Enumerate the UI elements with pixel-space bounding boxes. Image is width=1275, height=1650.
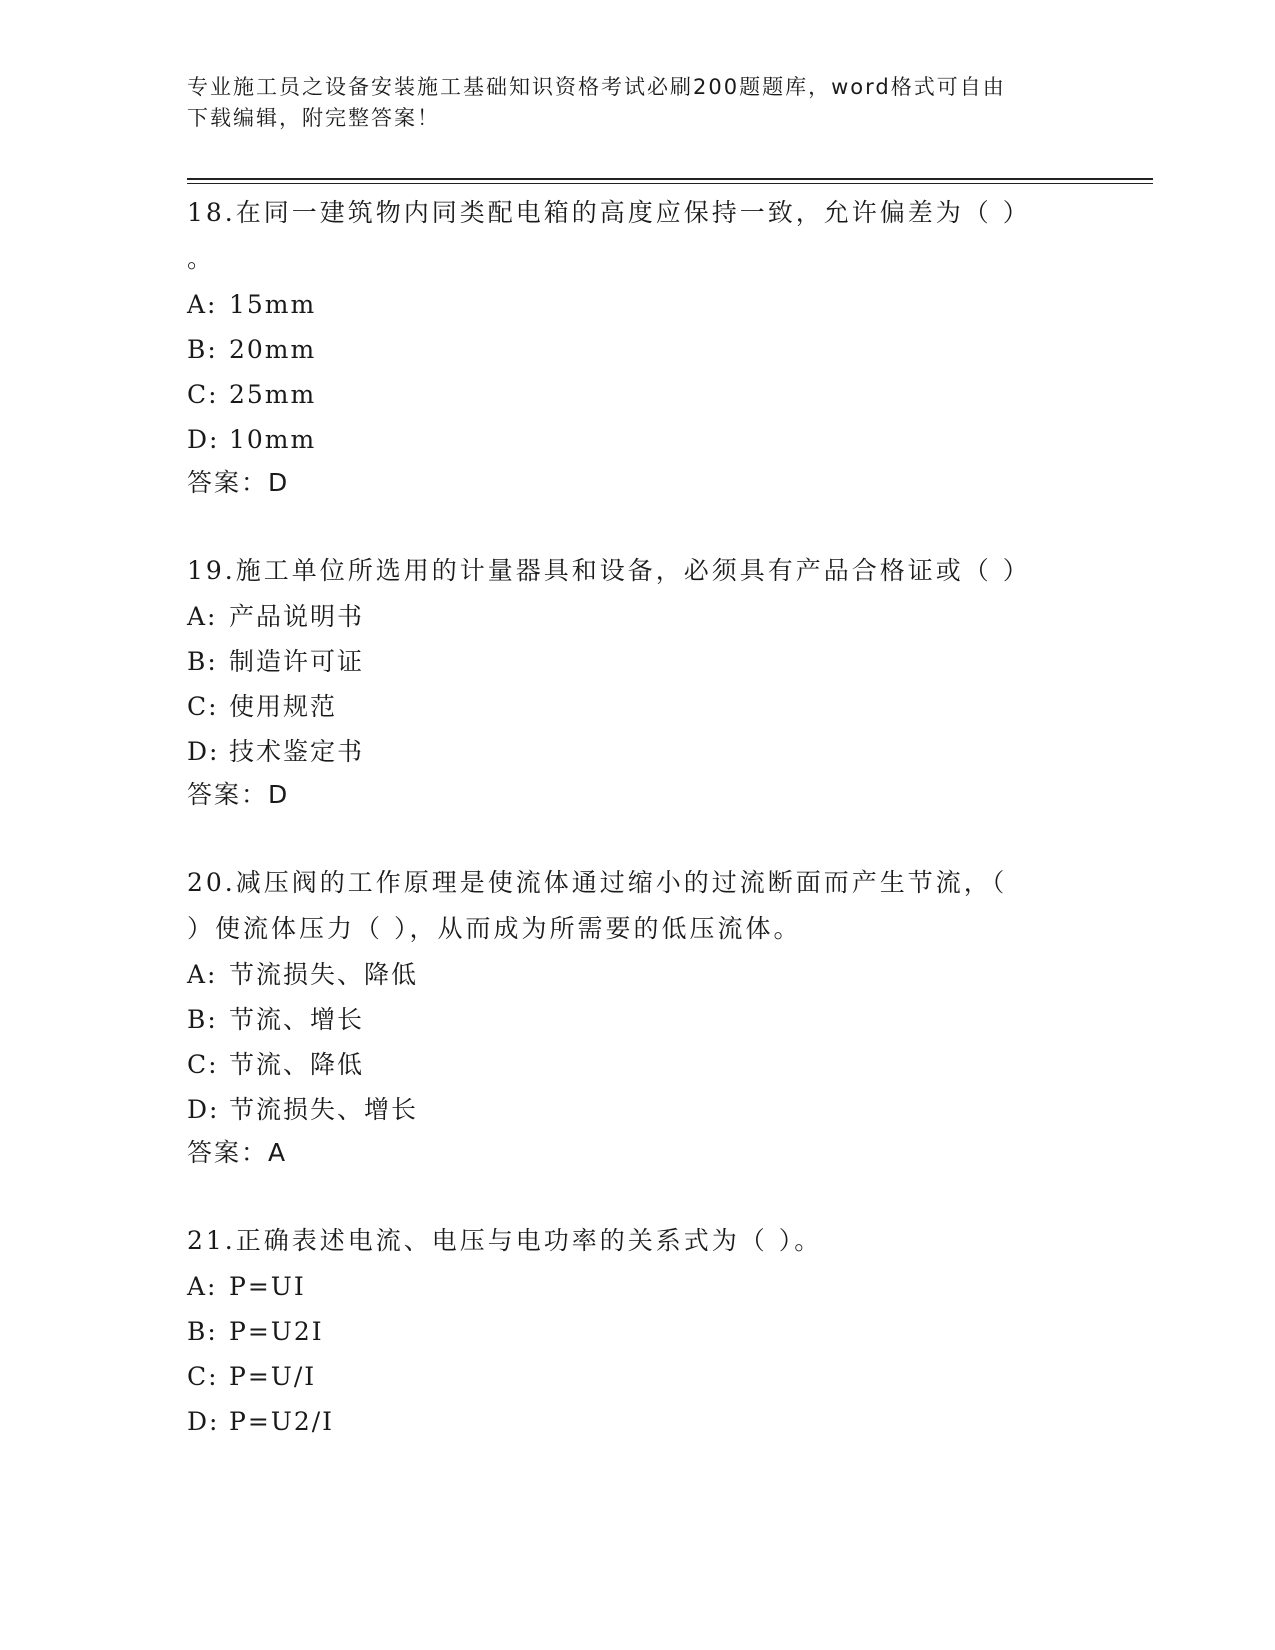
option-key: D: xyxy=(187,1407,220,1436)
header-line-2: 下载编辑，附完整答案！ xyxy=(187,106,440,130)
option-key: D: xyxy=(187,737,220,766)
option-key: D: xyxy=(187,425,220,454)
option-c xyxy=(187,684,1067,729)
option-key: C: xyxy=(187,1362,219,1391)
option-text: 20mm xyxy=(229,335,317,364)
question-stem: 21.正确表述电流、电压与电功率的关系式为（ ）。 xyxy=(187,1226,823,1255)
option-text: 使用规范 xyxy=(229,692,338,721)
option-d xyxy=(187,417,1067,462)
option-b xyxy=(187,997,1067,1042)
option-key: A: xyxy=(187,602,218,631)
option-b xyxy=(187,327,1067,372)
question-stem: 18.在同一建筑物内同类配电箱的高度应保持一致，允许偏差为（ ） xyxy=(187,198,1031,227)
option-text: 制造许可证 xyxy=(229,647,365,676)
option-key: C: xyxy=(187,692,219,721)
question-18 xyxy=(187,190,1067,504)
option-a xyxy=(187,594,1067,639)
header-line-1: 专业施工员之设备安装施工基础知识资格考试必刷200题题库，word格式可自由 xyxy=(187,75,1006,99)
question-list xyxy=(187,190,1067,1488)
option-text: 节流损失、增长 xyxy=(229,1095,419,1124)
option-text: 节流、增长 xyxy=(229,1005,365,1034)
option-b xyxy=(187,1309,1067,1354)
option-text: 节流损失、降低 xyxy=(229,960,419,989)
option-text: P=U/I xyxy=(229,1362,317,1391)
option-key: A: xyxy=(187,960,218,989)
option-c xyxy=(187,1354,1067,1399)
question-21 xyxy=(187,1218,1067,1444)
option-text: 10mm xyxy=(229,425,317,454)
option-key: C: xyxy=(187,1050,219,1079)
option-text: P=U2I xyxy=(229,1317,324,1346)
question-19 xyxy=(187,548,1067,816)
option-key: C: xyxy=(187,380,219,409)
option-key: D: xyxy=(187,1095,220,1124)
option-c xyxy=(187,1042,1067,1087)
question-stem: 20.减压阀的工作原理是使流体通过缩小的过流断面而产生节流，（ xyxy=(187,868,1008,897)
option-b xyxy=(187,639,1067,684)
option-key: B: xyxy=(187,1317,218,1346)
option-text: P=UI xyxy=(229,1272,306,1301)
option-a xyxy=(187,1264,1067,1309)
answer: 答案：D xyxy=(187,468,290,497)
option-a xyxy=(187,952,1067,997)
option-a xyxy=(187,282,1067,327)
option-key: B: xyxy=(187,1005,218,1034)
document-header xyxy=(187,72,1067,134)
option-key: B: xyxy=(187,647,218,676)
option-c xyxy=(187,372,1067,417)
header-divider-thin xyxy=(187,183,1153,184)
question-stem: 19.施工单位所选用的计量器具和设备，必须具有产品合格证或（ ） xyxy=(187,556,1031,585)
option-text: 25mm xyxy=(229,380,317,409)
option-d xyxy=(187,729,1067,774)
answer: 答案：A xyxy=(187,1138,288,1167)
option-text: 15mm xyxy=(229,290,317,319)
option-text: 技术鉴定书 xyxy=(229,737,365,766)
question-stem-continued: ）使流体压力（ ），从而成为所需要的低压流体。 xyxy=(187,914,802,943)
answer: 答案：D xyxy=(187,780,290,809)
header-divider-thick xyxy=(187,178,1153,180)
option-key: A: xyxy=(187,290,218,319)
option-text: P=U2/I xyxy=(229,1407,335,1436)
option-text: 产品说明书 xyxy=(229,602,365,631)
question-20 xyxy=(187,860,1067,1174)
option-text: 节流、降低 xyxy=(229,1050,365,1079)
option-d xyxy=(187,1399,1067,1444)
option-d xyxy=(187,1087,1067,1132)
question-stem-continued: 。 xyxy=(187,244,216,273)
option-key: A: xyxy=(187,1272,218,1301)
option-key: B: xyxy=(187,335,218,364)
